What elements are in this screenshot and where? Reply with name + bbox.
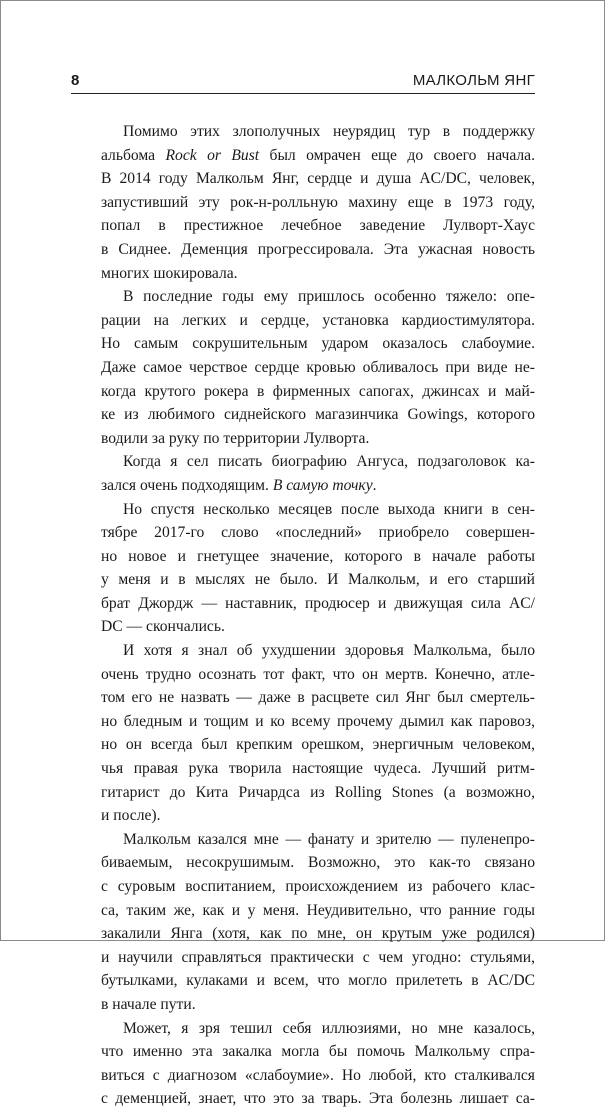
text-line: гитарист до Кита Ричардса из Rolling Stones (а возможно, [101, 783, 535, 801]
text-line: но он всегда был крепким орешком, энергичным человеком, [101, 736, 535, 754]
text-line: с деменцией, знает, что это за тварь. Эта болезнь лишает са- [101, 1090, 535, 1108]
text-line: са, таким же, как и у меня. Неудивительно, что ранние годы [101, 901, 535, 919]
text-line: в Сиднее. Деменция прогрессировала. Эта ужасная новость [101, 240, 535, 258]
text-line: Малкольм казался мне — фанату и зрителю — пуленепро- [123, 830, 535, 848]
text-line: попал в престижное лечебное заведение Лулворт-Хаус [101, 217, 535, 235]
text-line: Даже самое черствое сердце кровью обливалось при виде не- [101, 358, 535, 376]
text-line: в начале пути. [101, 995, 196, 1013]
text-line: Когда я сел писать биографию Ангуса, подзаголовок ка- [123, 453, 535, 471]
text-line: у меня и в мыслях не было. И Малкольм, и его старший [101, 571, 535, 589]
text-line: закалили Янга (хотя, как по мне, он крутым уже родился) [101, 925, 535, 943]
text-line: том его не назвать — даже в расцвете сил Янг был смертель- [101, 689, 535, 707]
text-segment: зался очень подходящим. [101, 476, 273, 494]
text-line: виться с диагнозом «слабоумие». Но любой, кто сталкивался [101, 1066, 535, 1084]
text-line: и научили справляться практически с чем угодно: стульями, [101, 948, 535, 966]
text-line: запустивший эту рок-н-ролльную махину еще в 1973 году, [101, 193, 535, 211]
text-line [101, 144, 535, 168]
paragraph [101, 498, 535, 640]
running-header [71, 71, 535, 94]
text-line: И хотя я знал об ухудшении здоровья Малкольма, было [123, 642, 535, 660]
text-line: что именно эта закалка могла бы помочь Малкольму спра- [101, 1043, 535, 1061]
text-line: В последние годы ему пришлось особенно тяжело: опе- [123, 288, 535, 306]
text-segment: . [372, 476, 377, 494]
text-segment: был омрачен еще до своего начала. [259, 146, 535, 164]
text-line: Может, я зря тешил себя иллюзиями, но мне казалось, [123, 1019, 535, 1037]
text-line: чья правая рука творила настоящие чудеса. Лучший ритм- [101, 760, 535, 778]
text-line: DC — скончались. [101, 618, 225, 636]
italic-text: В самую точку [272, 476, 373, 494]
text-line: но новое и гнетущее значение, которого в начале работы [101, 547, 535, 565]
text-line: биваемым, несокрушимым. Возможно, это как-то связано [101, 854, 535, 872]
text-line: водили за руку по территории Лулворта. [101, 429, 370, 447]
body-text [101, 120, 535, 1111]
text-line: Но спустя несколько месяцев после выхода книги в сен- [123, 500, 535, 518]
paragraph [101, 450, 535, 497]
text-line: В 2014 году Малкольм Янг, сердце и душа AC/DC, человек, [101, 170, 535, 188]
text-line: ке из любимого сиднейского магазинчика Gowings, которого [101, 406, 535, 424]
text-segment: альбома [101, 146, 166, 164]
paragraph [101, 285, 535, 450]
text-line: тябре 2017-го слово «последний» приобрело совершен- [101, 524, 535, 542]
paragraph [101, 120, 535, 285]
text-line: и после). [101, 807, 161, 825]
italic-text: Rock or Bust [165, 146, 260, 164]
text-line: брат Джордж — наставник, продюсер и движущая сила AC/ [101, 594, 535, 612]
page-number: 8 [71, 72, 80, 89]
text-line: Помимо этих злополучных неурядиц тур в поддержку [123, 123, 535, 140]
text-line: многих шокировала. [101, 264, 238, 282]
text-line: очень трудно осознать тот факт, что он мертв. Конечно, атле- [101, 665, 535, 683]
text-line: когда крутого рокера в фирменных сапогах, джинсах и май- [101, 382, 535, 400]
paragraph [101, 828, 535, 1017]
paragraph [101, 639, 535, 828]
text-line: Но самым сокрушительным ударом оказалось слабоумие. [101, 335, 535, 353]
text-line: бутылками, кулаками и всем, что могло прилететь в AC/DC [101, 972, 535, 990]
text-line [101, 474, 535, 498]
paragraph [101, 1017, 535, 1111]
running-title: МАЛКОЛЬМ ЯНГ [412, 72, 535, 89]
text-line: но бледным и тощим и ко всему прочему дымил как паровоз, [101, 712, 535, 730]
text-line: рации на легких и сердце, установка кардиостимулятора. [101, 311, 535, 329]
text-line: с суровым воспитанием, происхождением из рабочего клас- [101, 878, 535, 895]
